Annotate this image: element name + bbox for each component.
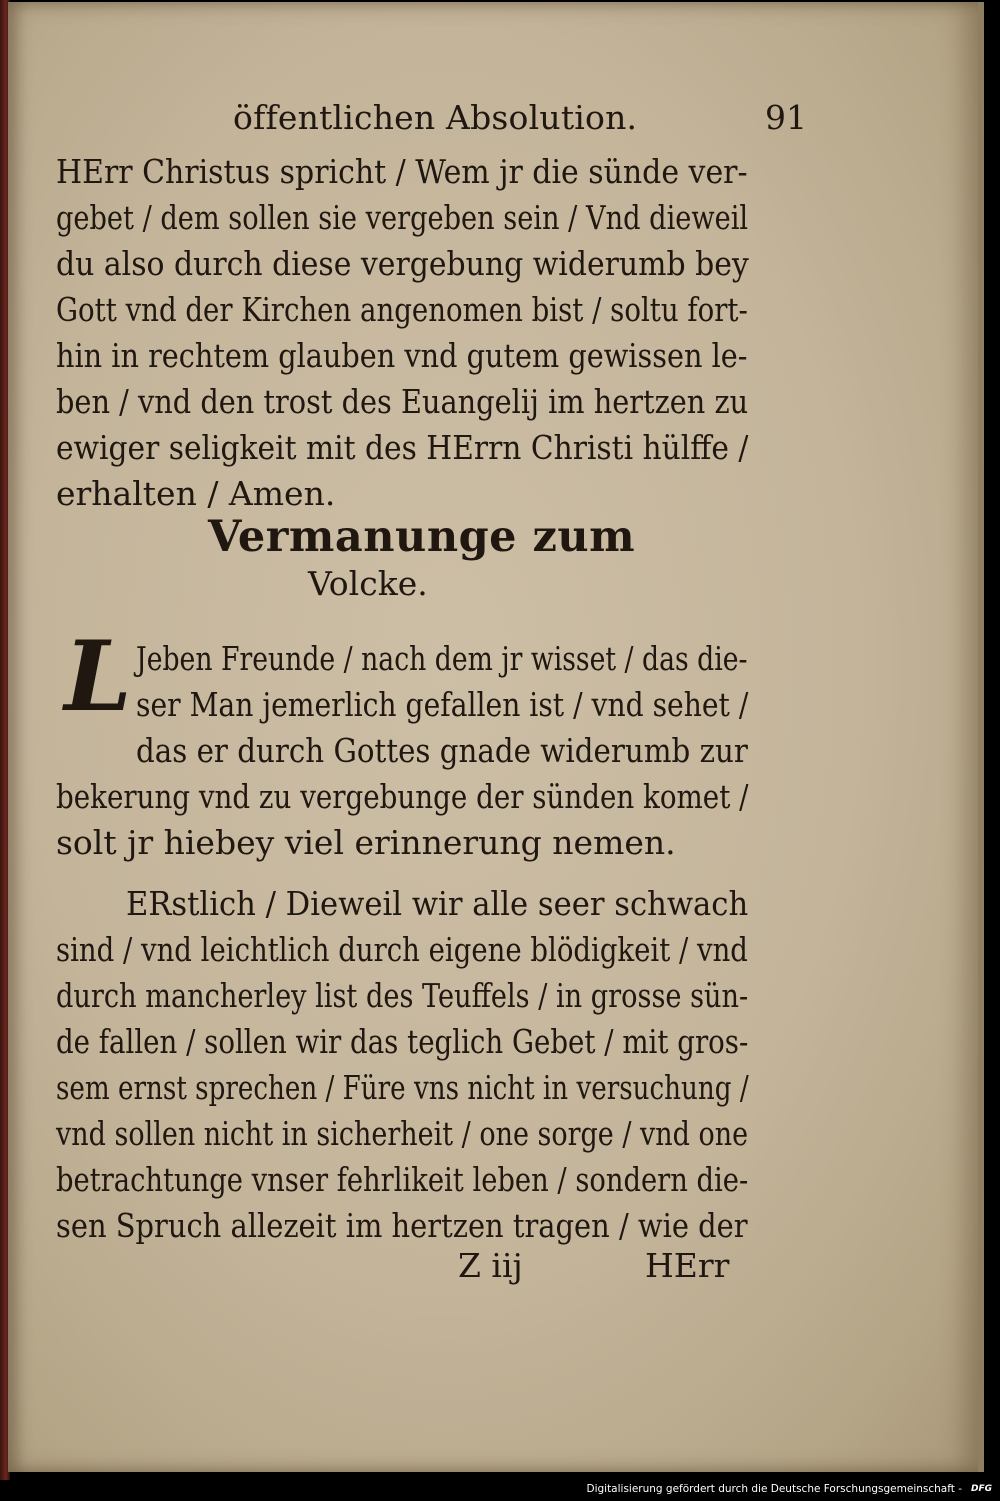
text-line: erhalten / Amen. xyxy=(56,474,336,513)
text-line: gebet / dem sollen sie vergeben sein / Vnd dieweil xyxy=(56,198,749,237)
text-line: ben / vnd den trost des Euangelij im hertzen zu xyxy=(56,382,749,421)
text-line: HErr Christus spricht / Wem jr die sünde ver- xyxy=(56,152,748,191)
running-head: öffentlichen Absolution. xyxy=(233,98,638,137)
text-line: Jeben Freunde / nach dem jr wisset / das die- xyxy=(136,639,748,678)
catchword: HErr xyxy=(645,1246,730,1285)
funding-credit: Digitalisierung gefördert durch die Deutsche Forschungsgemeinschaft - xyxy=(586,1483,962,1495)
text-line: sem ernst sprechen / Füre vns nicht in versuchung / xyxy=(56,1068,749,1107)
text-line: solt jr hiebey viel erinnerung nemen. xyxy=(56,823,676,862)
text-line: ser Man jemerlich gefallen ist / vnd sehet / xyxy=(136,685,749,724)
signature-mark: Z iij xyxy=(458,1246,523,1285)
text-line: das er durch Gottes gnade widerumb zur xyxy=(136,731,748,770)
text-line: du also durch diese vergebung widerumb bey xyxy=(56,244,749,283)
text-line: ERstlich / Dieweil wir alle seer schwach xyxy=(126,884,749,923)
page-number: 91 xyxy=(765,98,807,137)
text-line: de fallen / sollen wir das teglich Gebet / mit gros- xyxy=(56,1022,749,1061)
section-subheading: Volcke. xyxy=(308,564,428,603)
text-line: betrachtunge vnser fehrlikeit leben / sondern die- xyxy=(56,1160,749,1199)
text-line: durch mancherley list des Teuffels / in grosse sün- xyxy=(56,976,749,1015)
text-line: vnd sollen nicht in sicherheit / one sorge / vnd one xyxy=(56,1114,749,1153)
text-line: hin in rechtem glauben vnd gutem gewissen le- xyxy=(56,336,748,375)
book-page xyxy=(8,2,984,1472)
text-line: ewiger seligkeit mit des HErrn Christi hülffe / xyxy=(56,428,749,467)
decorated-initial-letter: L xyxy=(64,620,132,733)
text-line: Gott vnd der Kirchen angenomen bist / soltu fort- xyxy=(56,290,748,329)
text-line: bekerung vnd zu vergebunge der sünden komet / xyxy=(56,777,749,816)
text-line: sen Spruch allezeit im hertzen tragen / wie der xyxy=(56,1206,748,1245)
section-heading: Vermanunge zum xyxy=(208,512,636,562)
dfg-logo: DFG xyxy=(970,1484,992,1494)
text-line: sind / vnd leichtlich durch eigene blödigkeit / vnd xyxy=(56,930,748,969)
